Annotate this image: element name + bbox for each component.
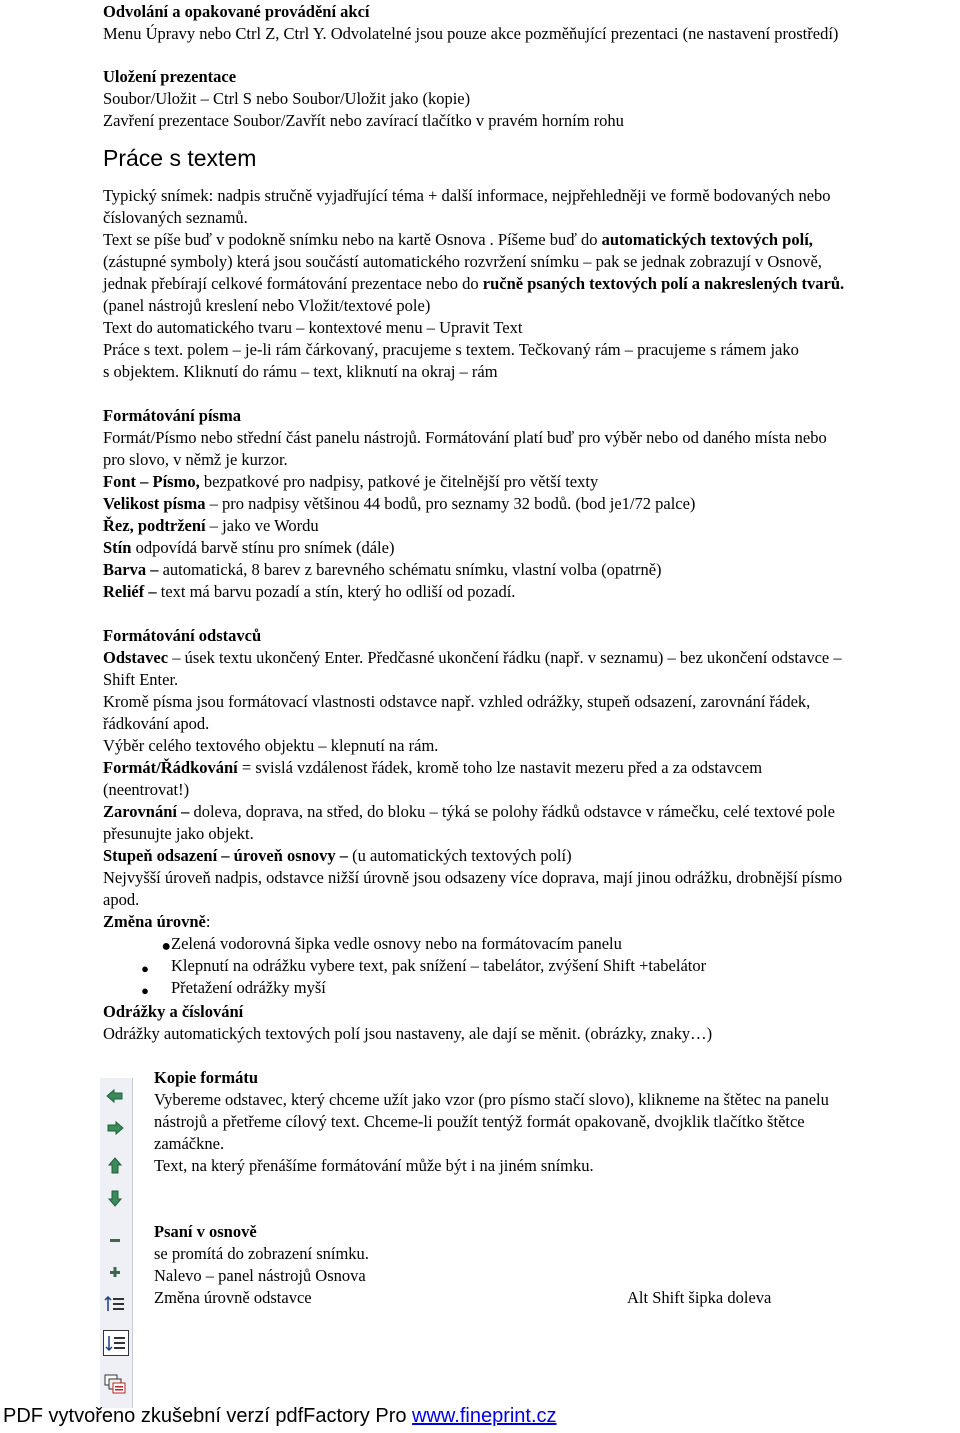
font-line-6b: odpovídá barvě stínu pro snímek (dále): [131, 538, 395, 557]
font-line-8a: Reliéf –: [103, 582, 157, 601]
text-line-3c: automatických textových polí,: [601, 230, 813, 249]
font-line-3a: Font – Písmo,: [103, 472, 200, 491]
format-painter-title: Kopie formátu: [154, 1068, 259, 1087]
bullets-line: Odrážky automatických textových polí jsou nastaveny, ale dají se měnit. (obrázky, znaky…): [103, 1024, 713, 1043]
para-line-12: apod.: [103, 890, 140, 909]
outline-toolbar: [100, 1078, 133, 1408]
text-line-5: [103, 274, 844, 294]
para-line-8a: Zarovnání –: [103, 802, 190, 821]
font-line-4: [103, 494, 695, 514]
para-line-4: řádkování apod.: [103, 714, 210, 733]
list-item: ●: [161, 938, 171, 955]
text-line-3: [103, 230, 813, 250]
para-line-13b: :: [205, 912, 211, 931]
outline-line-2: Nalevo – panel nástrojů Osnova: [154, 1266, 366, 1285]
demote-arrow-right-icon[interactable]: [103, 1116, 127, 1140]
save-section-title: Uložení prezentace: [103, 67, 237, 86]
list-item: ●: [141, 983, 149, 998]
text-line-3a: Text se píše buď v podokně snímku nebo na kartě Osnova .: [103, 230, 494, 249]
para-line-13: [103, 912, 210, 932]
para-line-8: [103, 802, 835, 822]
text-line-7: Text do automatického tvaru – kontextové menu – Upravit Text: [103, 318, 523, 337]
para-line-3: Kromě písma jsou formátovací vlastnosti odstavce např. vzhled odrážky, stupeň odsazení, zarovnání řádek,: [103, 692, 811, 711]
font-line-6: [103, 538, 394, 558]
move-up-arrow-icon[interactable]: [103, 1154, 127, 1178]
outline-line-1: se promítá do zobrazení snímku.: [154, 1244, 369, 1263]
summary-slide-icon[interactable]: [103, 1372, 127, 1396]
font-format-title: Formátování písma: [103, 406, 241, 425]
outline-line-3: Změna úrovně odstavce: [154, 1288, 312, 1307]
para-line-6: [103, 758, 762, 778]
save-line-2: Zavření prezentace Soubor/Zavřít nebo zavírací tlačítko v pravém horním rohu: [103, 111, 624, 130]
text-line-1: Typický snímek: nadpis stručně vyjadřující téma + další informace, nejpřehledněji ve formě bodovaných nebo: [103, 186, 831, 205]
font-line-2: pro slovo, v němž je kurzor.: [103, 450, 288, 469]
para-line-1b: – úsek textu ukončený Enter. Předčasné ukončení řádku (např. v seznamu) – bez ukončení odstavce –: [168, 648, 842, 667]
list-item: ●: [141, 961, 149, 976]
para-line-10: [103, 846, 572, 866]
footer-text: PDF vytvořeno zkušební verzí pdfFactory Pro: [3, 1405, 413, 1427]
font-line-1: Formát/Písmo nebo střední část panelu nástrojů. Formátování platí buď pro výběr nebo od daného místa nebo: [103, 428, 827, 447]
painter-line-1: Vybereme odstavec, který chceme užít jako vzor (pro písmo stačí slovo), klikneme na štětec na panelu: [154, 1090, 829, 1109]
outline-shortcut: Alt Shift šipka doleva: [627, 1288, 772, 1307]
para-line-10a: Stupeň odsazení – úroveň osnovy –: [103, 846, 348, 865]
bullet-item-2: Klepnutí na odrážku vybere text, pak snížení – tabelátor, zvýšení Shift +tabelátor: [171, 956, 707, 975]
bullets-numbering-title: Odrážky a číslování: [103, 1002, 244, 1021]
para-line-9: přesunujte jako objekt.: [103, 824, 254, 843]
painter-line-4: Text, na který přenášíme formátování může být i na jiném snímku.: [154, 1156, 594, 1175]
painter-line-2: nástrojů a přetřeme cílový text. Chceme-li použít tentýž formát opakovaně, dvojklik tlačítko štětce: [154, 1112, 805, 1131]
font-line-3: [103, 472, 598, 492]
para-line-5: Výběr celého textového objektu – klepnutí na rám.: [103, 736, 439, 755]
font-line-7b: automatická, 8 barev z barevného schématu snímku, vlastní volba (opatrně): [158, 560, 662, 579]
para-line-1: [103, 648, 842, 668]
bullet-item-3: Přetažení odrážky myší: [171, 978, 326, 997]
painter-line-3: zamáčkne.: [154, 1134, 225, 1153]
para-line-6b: = svislá vzdálenost řádek, kromě toho lze nastavit mezeru před a za odstavcem: [237, 758, 763, 777]
text-line-8: Práce s text. polem – je-li rám čárkovaný, pracujeme s textem. Tečkovaný rám – pracujeme s rámem jako: [103, 340, 799, 359]
text-line-9: s objektem. Kliknutí do rámu – text, kliknutí na okraj – rám: [103, 362, 498, 381]
promote-arrow-left-icon[interactable]: [103, 1084, 127, 1108]
font-line-8b: text má barvu pozadí a stín, který ho odliší od pozadí.: [156, 582, 516, 601]
para-line-11: Nejvyšší úroveň nadpis, odstavce nižší úrovně jsou odsazeny více doprava, mají jinou odrážku, drobnější písmo: [103, 868, 843, 887]
move-down-arrow-icon[interactable]: [103, 1186, 127, 1210]
text-line-5a: jednak přebírají celkové formátování prezentace nebo do: [103, 274, 479, 293]
para-line-10b: (u automatických textových polí): [347, 846, 572, 865]
font-line-7: [103, 560, 662, 580]
undo-section-title: Odvolání a opakované provádění akcí: [103, 2, 370, 21]
text-line-6: (panel nástrojů kreslení nebo Vložit/textové pole): [103, 296, 431, 315]
font-line-5b: – jako ve Wordu: [205, 516, 319, 535]
para-line-7: (neentrovat!): [103, 780, 190, 799]
para-line-8b: doleva, doprava, na střed, do bloku – týká se polohy řádků odstavce v rámečku, celé textové pole: [189, 802, 835, 821]
outline-title: Psaní v osnově: [154, 1222, 257, 1241]
font-line-4b: – pro nadpisy většinou 44 bodů, pro seznamy 32 bodů. (bod je1/72 palce): [205, 494, 696, 513]
text-line-5b: ručně psaných textových polí a nakreslených tvarů.: [482, 274, 845, 293]
font-line-7a: Barva –: [103, 560, 159, 579]
font-line-5: [103, 516, 319, 536]
footer-link[interactable]: www.fineprint.cz: [412, 1405, 557, 1427]
font-line-8: [103, 582, 515, 602]
font-line-4a: Velikost písma: [103, 494, 206, 513]
expand-all-icon[interactable]: [103, 1330, 129, 1356]
save-line-1: Soubor/Uložit – Ctrl S nebo Soubor/Uložit jako (kopie): [103, 89, 471, 108]
text-line-2: číslovaných seznamů.: [103, 208, 248, 227]
text-work-heading: Práce s textem: [103, 145, 257, 171]
collapse-minus-icon[interactable]: [103, 1228, 127, 1252]
para-line-1a: Odstavec: [103, 648, 169, 667]
para-line-13a: Změna úrovně: [103, 912, 206, 931]
text-line-3b: Píšeme buď do: [497, 230, 598, 249]
text-line-4: (zástupné symboly) která jsou součástí automatického rozvržení snímku – pak se jednak zobrazují v Osnově,: [103, 252, 822, 271]
font-line-5a: Řez, podtržení: [103, 516, 206, 535]
font-line-6a: Stín: [103, 538, 132, 557]
bullet-item-1: Zelená vodorovná šipka vedle osnovy nebo na formátovacím panelu: [171, 934, 622, 953]
paragraph-format-title: Formátování odstavců: [103, 626, 262, 645]
font-line-3b: bezpatkové pro nadpisy, patkové je čitelnější pro větší texty: [199, 472, 599, 491]
para-line-2: Shift Enter.: [103, 670, 179, 689]
pdf-footer: [3, 1405, 557, 1428]
undo-line-1: Menu Úpravy nebo Ctrl Z, Ctrl Y. Odvolatelné jsou pouze akce pozměňující prezentaci (ne nastavení prostředí): [103, 24, 839, 43]
expand-plus-icon[interactable]: [103, 1260, 127, 1284]
collapse-all-icon[interactable]: [103, 1292, 127, 1316]
para-line-6a: Formát/Řádkování: [103, 758, 238, 777]
